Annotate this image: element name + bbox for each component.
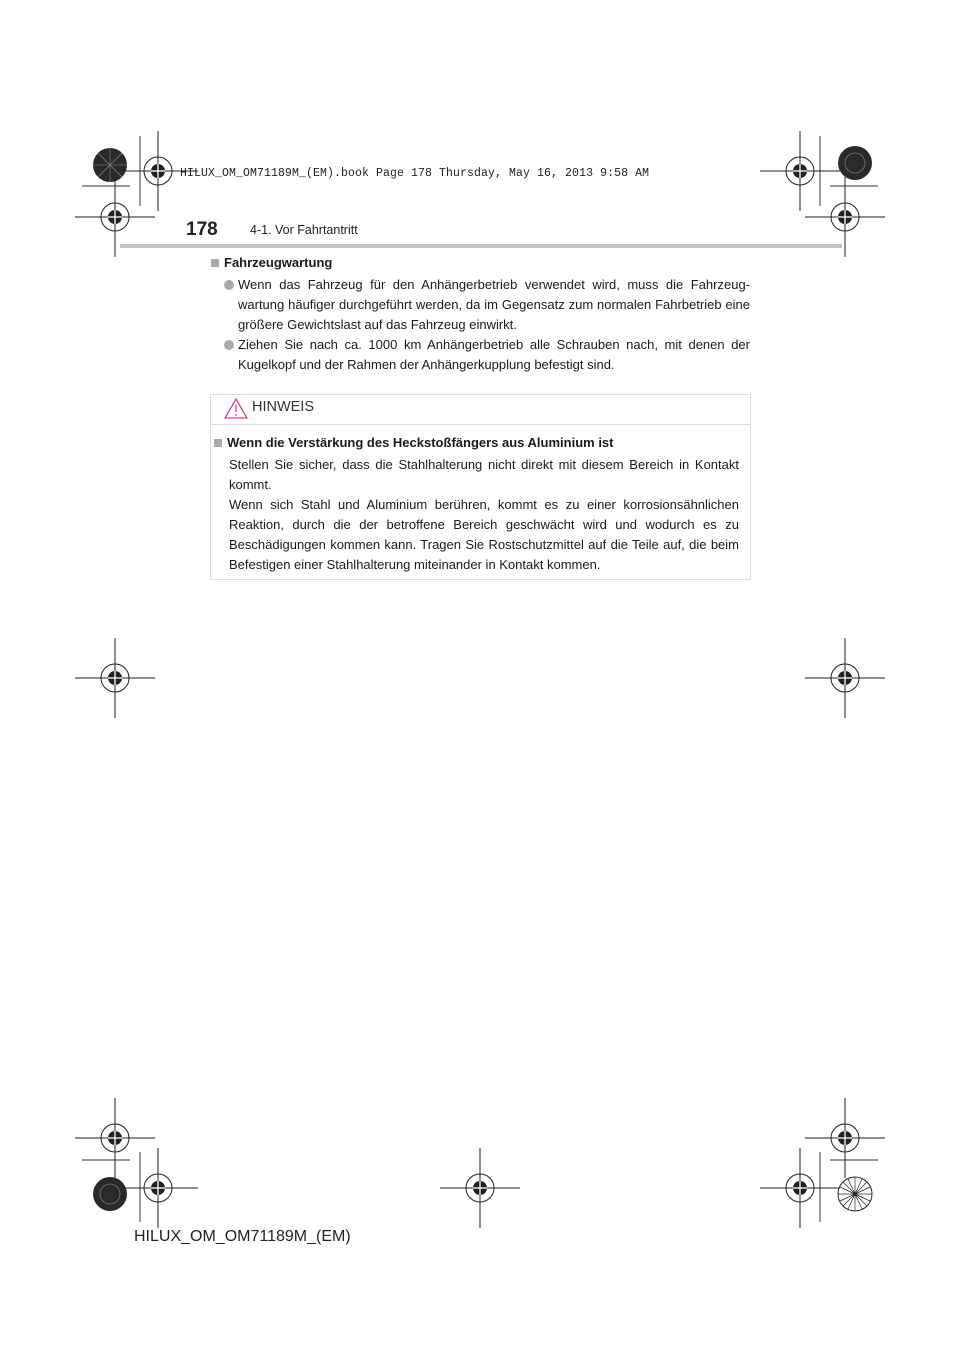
notice-label: HINWEIS xyxy=(252,399,315,415)
maintenance-bullet-2: Ziehen Sie nach ca. 1000 km Anhängerbetrieb alle Schrauben nach, mit denen der Kugelkopf und der Rahmen der Anhängerkupplung befestigt sind. xyxy=(238,337,750,372)
notice-body xyxy=(229,455,739,575)
registration-mark-icon xyxy=(760,1148,840,1228)
notice-text-2: Wenn sich Stahl und Aluminium berühren, kommt es zu einer korrosionsähnlichen Reaktion, durch die der betroffene Bereich geschwächt wird und wodurch es zu Beschädigungen kommen kann. Tragen Sie Rostschutzmittel auf die Teile auf, die beim Befestigen einer Stahlhalterung miteinander in Kontakt kommen. xyxy=(229,497,739,572)
notice-heading xyxy=(214,435,614,450)
registration-mark-icon xyxy=(75,638,155,718)
maintenance-bullet-1: Wenn das Fahrzeug für den Anhängerbetrieb verwendet wird, muss die Fahrzeug-wartung häufiger durchgeführt werden, da im Gegensatz zum normalen Fahrbetrieb eine größere Gewichtslast auf das Fahrzeug einwirkt. xyxy=(238,277,750,332)
bullet-icon xyxy=(224,280,234,290)
starburst-mark-icon xyxy=(835,143,875,183)
starburst-mark-icon xyxy=(835,1174,875,1214)
registration-mark-icon xyxy=(760,131,840,211)
square-bullet-icon xyxy=(211,259,219,267)
header-rule xyxy=(120,244,842,248)
maintenance-heading xyxy=(211,255,332,270)
page-number: 178 xyxy=(186,219,218,240)
notice-heading-text: Wenn die Verstärkung des Heckstoßfängers aus Aluminium ist xyxy=(227,435,614,450)
square-bullet-icon xyxy=(214,439,222,447)
starburst-mark-icon xyxy=(90,1174,130,1214)
registration-mark-icon xyxy=(805,638,885,718)
footer-code: HILUX_OM_OM71189M_(EM) xyxy=(134,1228,351,1245)
maintenance-heading-text: Fahrzeugwartung xyxy=(224,255,333,270)
registration-mark-icon xyxy=(440,1148,520,1228)
notice-header-divider xyxy=(210,424,751,425)
registration-mark-icon xyxy=(118,1148,198,1228)
notice-text-1: Stellen Sie sicher, dass die Stahlhalterung nicht direkt mit diesem Bereich in Kontakt kommt. xyxy=(229,457,739,492)
starburst-mark-icon xyxy=(90,145,130,185)
section-title: 4-1. Vor Fahrtantritt xyxy=(250,223,358,237)
bullet-icon xyxy=(224,340,234,350)
warning-triangle-icon xyxy=(223,397,249,421)
book-info: HILUX_OM_OM71189M_(EM).book Page 178 Thursday, May 16, 2013 9:58 AM xyxy=(180,167,650,180)
